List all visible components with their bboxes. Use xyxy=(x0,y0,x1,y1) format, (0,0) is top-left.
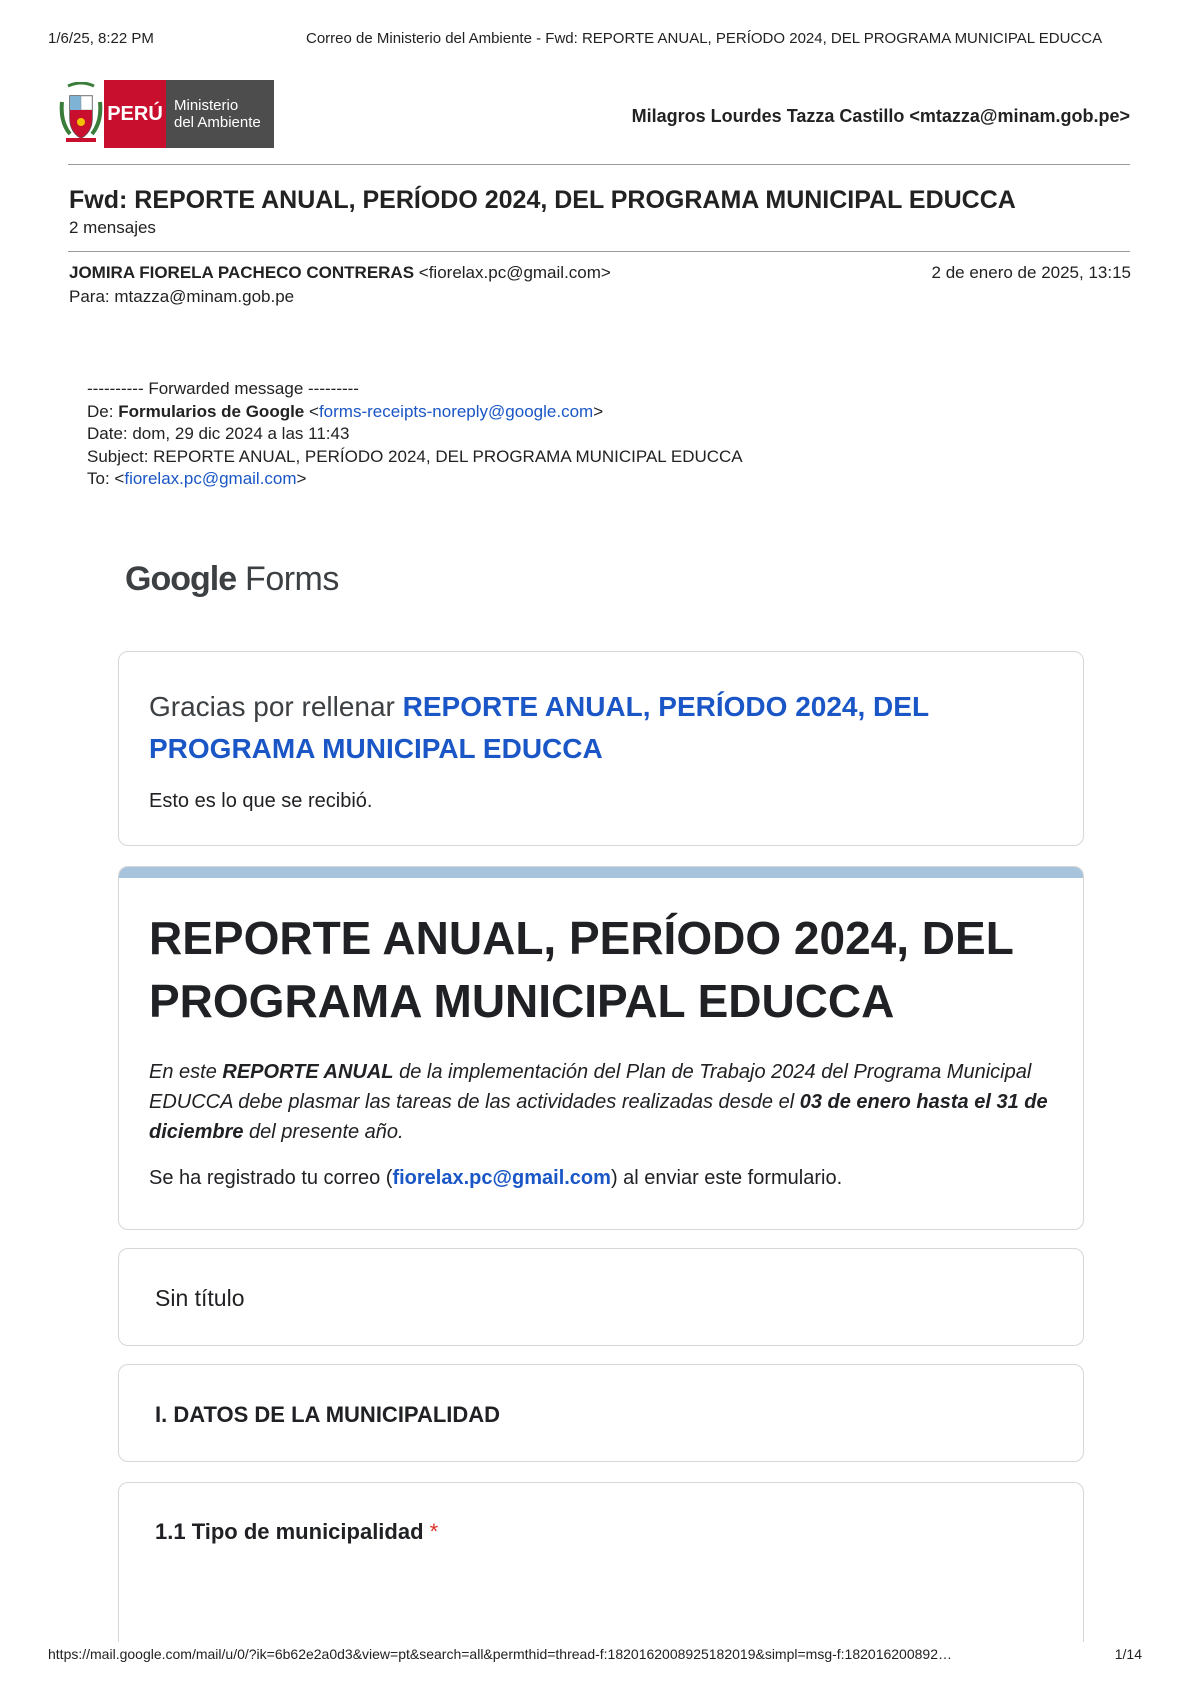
form-header-card xyxy=(118,866,1084,1230)
sender-name: JOMIRA FIORELA PACHECO CONTRERAS xyxy=(69,263,415,282)
forwarded-from xyxy=(87,401,743,424)
message-count: 2 mensajes xyxy=(69,218,156,237)
from-bracket: < xyxy=(304,401,319,421)
peru-label: PERÚ xyxy=(104,80,166,148)
form-accent-bar xyxy=(119,867,1083,878)
received-text: Esto es lo que se recibió. xyxy=(149,790,373,812)
to-email-link[interactable]: fiorelax.pc@gmail.com xyxy=(124,469,297,488)
registered-text-end: ) al enviar este formulario. xyxy=(610,1167,843,1189)
confirmation-intro xyxy=(149,686,1049,770)
desc-part: de la implementación del Plan de Trabajo 2024 del Programa Municipal EDUCCA debe plasmar las tareas de las actividades realizadas desde el xyxy=(149,1061,1032,1113)
to-label: To: < xyxy=(87,469,125,488)
divider xyxy=(68,251,1130,252)
print-title: Correo de Ministerio del Ambiente - Fwd: REPORTE ANUAL, PERÍODO 2024, DEL PROGRAMA MUNICIPAL EDUCCA xyxy=(306,30,1103,47)
ministry-name xyxy=(166,80,274,148)
print-datetime: 1/6/25, 8:22 PM xyxy=(48,30,154,47)
registered-text: Se ha registrado tu correo ( xyxy=(149,1167,393,1189)
form-description xyxy=(149,1057,1069,1147)
desc-emphasis: REPORTE ANUAL xyxy=(222,1061,394,1083)
intro-text: Gracias por rellenar xyxy=(149,691,403,722)
peru-coat-of-arms-icon xyxy=(58,82,104,146)
section-title: I. DATOS DE LA MUNICIPALIDAD xyxy=(155,1402,501,1427)
untitled-section-title: Sin título xyxy=(155,1285,245,1311)
question-label: 1.1 Tipo de municipalidad xyxy=(155,1519,424,1544)
ministry-name-line1: Ministerio xyxy=(174,97,239,114)
required-mark: * xyxy=(429,1519,439,1544)
section-card xyxy=(118,1364,1084,1462)
from-bracket-close: > xyxy=(593,401,604,421)
page-number: 1/14 xyxy=(1114,1646,1142,1662)
registered-email-note xyxy=(149,1167,842,1190)
forms-wordmark: Forms xyxy=(236,560,339,598)
forwarded-to xyxy=(87,468,743,491)
forwarded-subject: Subject: REPORTE ANUAL, PERÍODO 2024, DEL PROGRAMA MUNICIPAL EDUCCA xyxy=(87,446,743,466)
google-forms-logo xyxy=(125,560,339,599)
sender-email: <fiorelax.pc@gmail.com> xyxy=(418,263,611,282)
desc-emphasis: 03 de enero hasta el 31 de diciembre xyxy=(149,1091,1048,1143)
message-recipient: Para: mtazza@minam.gob.pe xyxy=(69,287,295,306)
from-name: Formularios de Google xyxy=(118,401,305,421)
message-sender xyxy=(69,263,611,283)
form-title: REPORTE ANUAL, PERÍODO 2024, DEL PROGRAMA MUNICIPAL EDUCCA xyxy=(149,912,1013,1027)
thread-subject: Fwd: REPORTE ANUAL, PERÍODO 2024, DEL PROGRAMA MUNICIPAL EDUCCA xyxy=(69,186,1016,214)
untitled-section-card xyxy=(118,1248,1084,1346)
google-wordmark: Google xyxy=(125,560,237,598)
question-card xyxy=(118,1482,1084,1642)
desc-part: del presente año. xyxy=(243,1121,404,1143)
forwarded-date: Date: dom, 29 dic 2024 a las 11:43 xyxy=(87,424,350,443)
ministry-name-line2: del Ambiente xyxy=(174,114,261,131)
account-name: Milagros Lourdes Tazza Castillo <mtazza@minam.gob.pe> xyxy=(631,106,1130,126)
registered-email-link[interactable]: fiorelax.pc@gmail.com xyxy=(392,1167,611,1189)
message-date: 2 de enero de 2025, 13:15 xyxy=(931,263,1131,282)
forwarded-header xyxy=(87,378,743,491)
confirmation-card xyxy=(118,651,1084,846)
forwarded-separator: ---------- Forwarded message --------- xyxy=(87,379,359,398)
to-bracket-close: > xyxy=(296,469,307,488)
desc-part: En este xyxy=(149,1061,223,1083)
from-label: De: xyxy=(87,401,119,421)
divider xyxy=(68,164,1130,165)
ministry-logo xyxy=(58,80,274,150)
from-email-link[interactable]: forms-receipts-noreply@google.com xyxy=(318,401,594,421)
question-title xyxy=(155,1519,438,1545)
print-url: https://mail.google.com/mail/u/0/?ik=6b62e2a0d3&view=pt&search=all&permthid=thread-f:1820162008925182019&simpl=msg-f:182016200892… xyxy=(48,1646,952,1662)
form-title-link[interactable]: REPORTE ANUAL, PERÍODO 2024, DEL PROGRAMA MUNICIPAL EDUCCA xyxy=(149,691,929,764)
